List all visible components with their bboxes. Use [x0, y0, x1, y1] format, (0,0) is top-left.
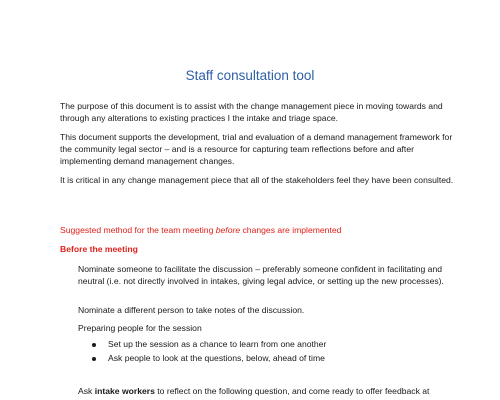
- intro-paragraph-2: This document supports the development, trial and evaluation of a demand management framework for the community legal sector – and is a resource for capturing team reflections before and after implementing demand management changes.: [60, 132, 453, 166]
- method-heading-emphasis: before: [215, 225, 241, 235]
- list-item: Ask people to look at the questions, below, ahead of time: [78, 352, 326, 366]
- method-heading-pre: Suggested method for the team meeting: [60, 225, 216, 235]
- intro-paragraph-3: It is critical in any change management piece that all of the stakeholders feel they have been consulted.: [60, 175, 454, 185]
- bullet-icon: [92, 343, 96, 347]
- intake-workers-emphasis: intake workers: [94, 386, 155, 396]
- nominate-facilitator-text: Nominate someone to facilitate the discussion – preferably someone confident in facilitating and neutral (i.e. not directly involved in intakes, giving legal advice, or setting up the new processes).: [78, 264, 444, 286]
- method-heading: [60, 224, 341, 236]
- nominate-notetaker-text: Nominate a different person to take notes of the discussion.: [78, 305, 305, 315]
- bullet-icon: [92, 357, 96, 361]
- ask-intake-workers-text: Ask intake workers to reflect on the following question, and come ready to offer feedback at: [78, 386, 430, 396]
- preparing-people-text: Preparing people for the session: [78, 323, 202, 333]
- method-heading-post: changes are implemented: [240, 225, 342, 235]
- intro-paragraph-1: The purpose of this document is to assist with the change management piece in moving towards and through any alterations to existing practices I the intake and triage space.: [60, 101, 443, 123]
- preparation-bullet-list: [78, 338, 326, 366]
- list-item: Set up the session as a chance to learn from one another: [78, 338, 326, 352]
- document-title: Staff consultation tool: [185, 68, 315, 83]
- before-meeting-heading: Before the meeting: [60, 244, 138, 254]
